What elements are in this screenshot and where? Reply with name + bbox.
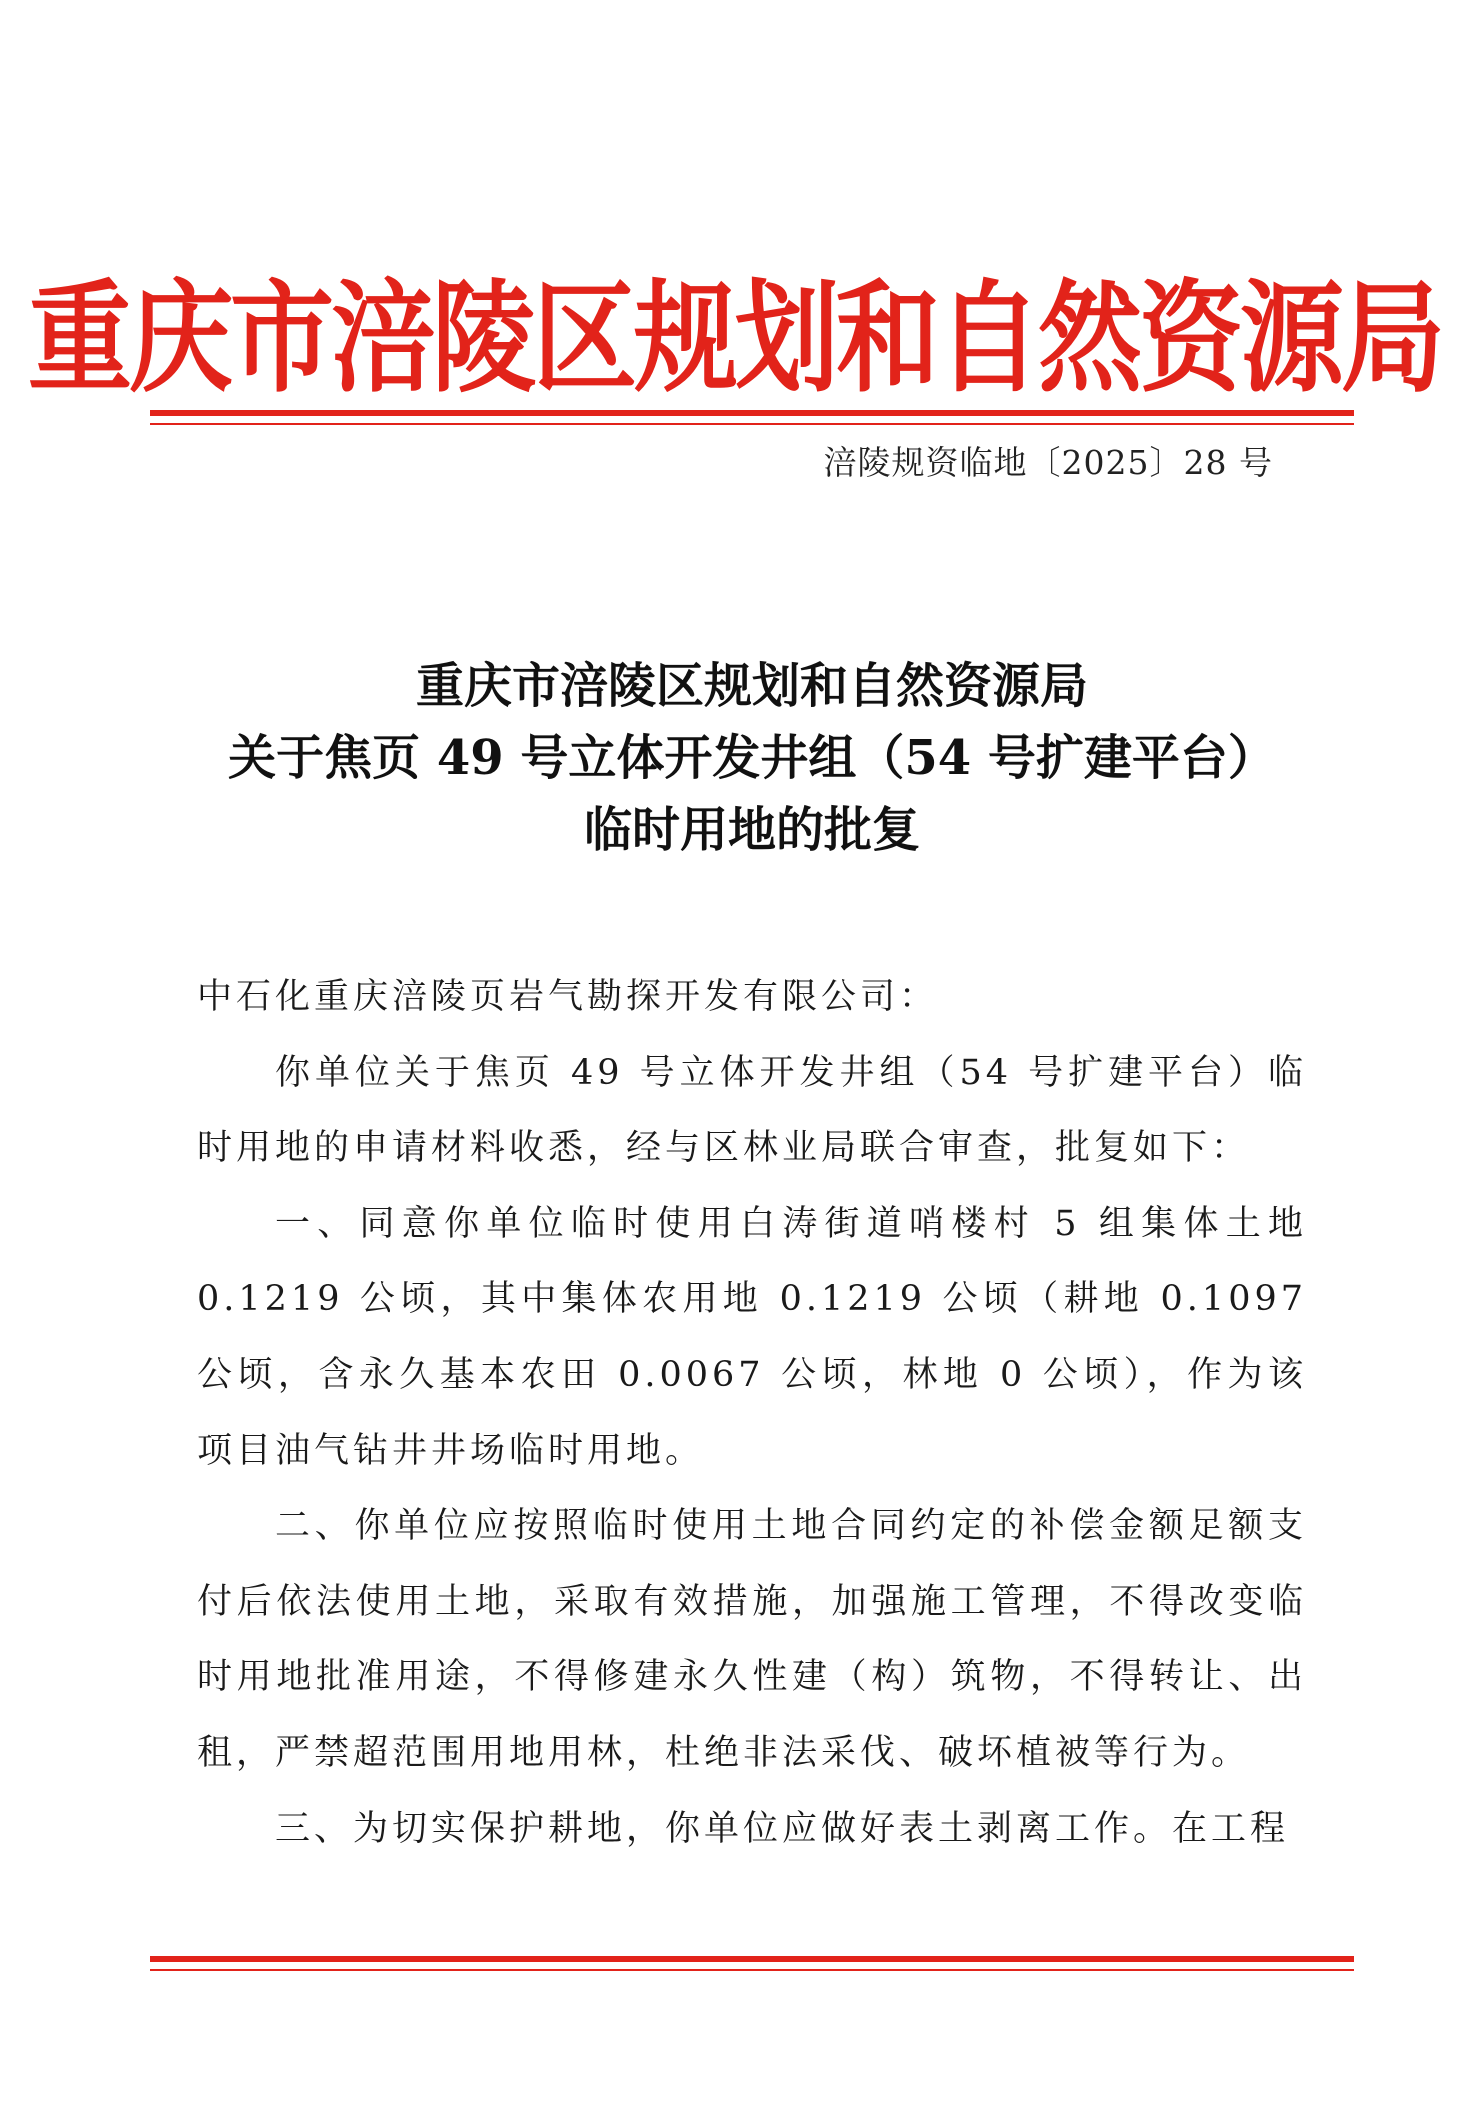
item-2-paragraph: 二、你单位应按照临时使用土地合同约定的补偿金额足额支付后依法使用土地，采取有效措施，加强施工管理，不得改变临时用地批准用途，不得修建永久性建（构）筑物，不得转让、出租，严禁超范围用地用林，杜绝非法采伐、破坏植被等行为。 — [197, 1506, 1307, 1773]
footer-red-rule-thin — [150, 1969, 1354, 1971]
addressee: 中石化重庆涪陵页岩气勘探开发有限公司： — [197, 977, 939, 1017]
issuing-authority-header: 重庆市涪陵区规划和自然资源局 — [28, 266, 1443, 409]
header-red-rule-thick — [150, 410, 1354, 416]
item-3-paragraph: 三、为切实保护耕地，你单位应做好表土剥离工作。在工程 — [275, 1808, 1290, 1849]
document-body — [197, 960, 1307, 1867]
footer-red-rule-thick — [150, 1956, 1354, 1962]
document-title — [150, 650, 1354, 866]
intro-paragraph: 你单位关于焦页 49 号立体开发井组（54 号扩建平台）临时用地的申请材料收悉，经与区林业局联合审查，批复如下： — [197, 1052, 1307, 1169]
document-number: 涪陵规资临地〔2025〕28 号 — [823, 443, 1273, 482]
item-1-paragraph: 一、同意你单位临时使用白涛街道哨楼村 5 组集体土地 0.1219 公顷，其中集体农用地 0.1219 公顷（耕地 0.1097 公顷，含永久基本农田 0.0067 公顷，林地 0 公顷），作为该项目油气钻井井场临时用地。 — [197, 1203, 1307, 1471]
title-line-1: 重庆市涪陵区规划和自然资源局 — [415, 658, 1088, 714]
title-line-3: 临时用地的批复 — [583, 802, 920, 858]
title-line-2: 关于焦页 49 号立体开发井组（54 号扩建平台） — [228, 730, 1276, 786]
header-red-rule-thin — [150, 423, 1354, 425]
